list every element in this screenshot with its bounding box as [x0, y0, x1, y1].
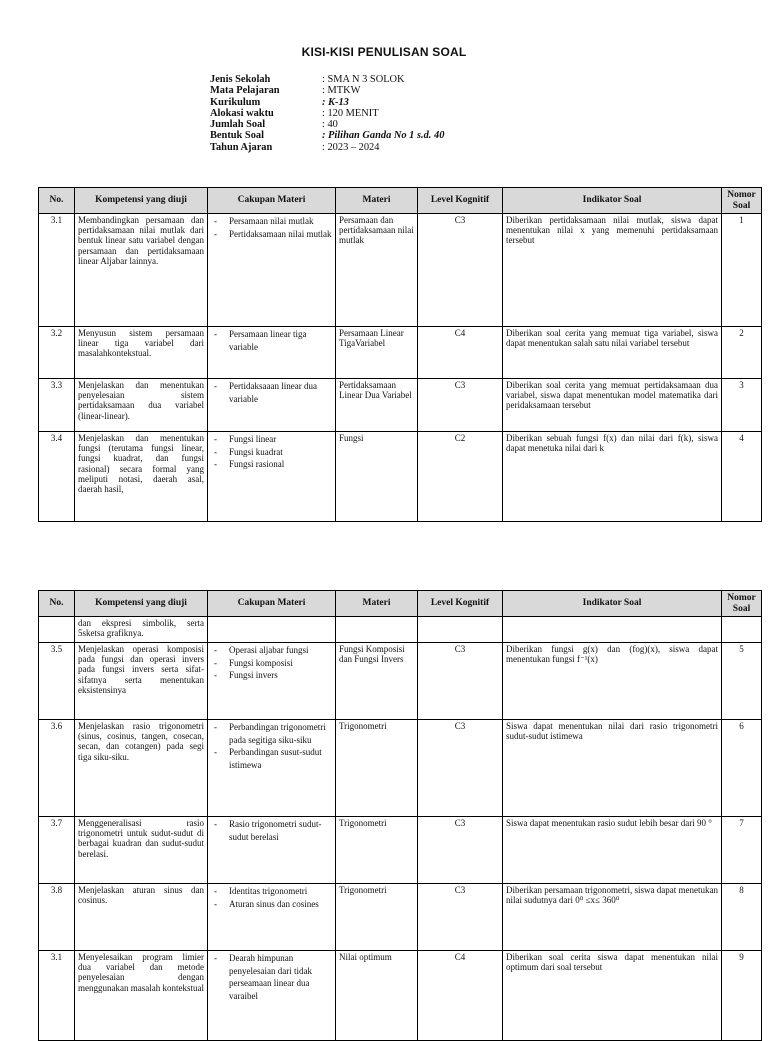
info-value: : SMA N 3 SOLOK [322, 74, 405, 85]
cell-level [418, 617, 503, 643]
cell-cakupan [208, 432, 336, 522]
cakupan-item: - Fungsi invers [214, 669, 333, 682]
cell-level: C4 [418, 327, 503, 379]
header-no: No. [39, 591, 75, 617]
table-row [39, 432, 762, 522]
cell-materi: Trigonometri [336, 817, 418, 884]
cell-materi: Trigonometri [336, 720, 418, 817]
cell-level: C4 [418, 951, 503, 1041]
cell-nomor: 6 [722, 720, 762, 817]
cell-kompetensi: Menjelaskan dan menentukan penyelesaian sistem pertidaksamaan dua variabel (linear-linear). [75, 379, 208, 432]
cell-no: 3.1 [39, 214, 75, 327]
cell-level: C3 [418, 379, 503, 432]
cell-level: C3 [418, 643, 503, 720]
cell-materi: Fungsi [336, 432, 418, 522]
table-row [39, 720, 762, 817]
cell-materi: Fungsi Komposisi dan Fungsi Invers [336, 643, 418, 720]
table-row [39, 617, 762, 643]
info-label: Mata Pelajaran [210, 85, 280, 97]
cakupan-item: - Perbandingan susut-sudut istimewa [214, 746, 333, 771]
cell-materi: Nilai optimum [336, 951, 418, 1041]
cell-no: 3.4 [39, 432, 75, 522]
cell-nomor: 3 [722, 379, 762, 432]
kisi-table-2 [38, 590, 762, 1041]
cakupan-item: - Aturan sinus dan cosines [214, 898, 333, 911]
table-row [39, 327, 762, 379]
cakupan-item: - Identitas trigonometri [214, 885, 333, 898]
cell-kompetensi: Menjelaskan aturan sinus dan cosinus. [75, 884, 208, 951]
cell-no [39, 617, 75, 643]
cakupan-item: - Perbandingan trigonometri pada segitiga siku-siku [214, 721, 333, 746]
cell-indikator: Diberikan soal cerita yang memuat pertidaksamaan dua variabel, siswa dapat menentukan model matematika dari peridaksamaan tersebut [503, 379, 722, 432]
cell-no: 3.1 [39, 951, 75, 1041]
cell-materi: Pertidaksamaan Linear Dua Variabel [336, 379, 418, 432]
cell-materi: Persamaan dan pertidaksamaan nilai mutlak [336, 214, 418, 327]
header-indikator: Indikator Soal [503, 188, 722, 214]
cakupan-item: - Dearah himpunan penyelesaian dari tidak perseamaan linear dua varaibel [214, 952, 333, 1002]
cell-no: 3.8 [39, 884, 75, 951]
cell-kompetensi: dan ekspresi simbolik, serta 5sketsa grafiknya. [75, 617, 208, 643]
table-row [39, 951, 762, 1041]
cell-nomor: 5 [722, 643, 762, 720]
cell-kompetensi: Menjelaskan operasi komposisi pada fungsi dan operasi invers pada fungsi invers serta sifat-sifatnya serta menentukan eksistensinya [75, 643, 208, 720]
cell-cakupan [208, 817, 336, 884]
cakupan-item: - Rasio trigonometri sudut-sudut berelasi [214, 818, 333, 843]
cell-nomor: 4 [722, 432, 762, 522]
cell-kompetensi: Menyusun sistem persamaan linear tiga variabel dari masalahkontekstual. [75, 327, 208, 379]
cakupan-item: - Fungsi linear [214, 433, 333, 446]
cell-indikator: Siswa dapat menentukan nilai dari rasio trigonometri sudut-sudut istimewa [503, 720, 722, 817]
cell-nomor [722, 617, 762, 643]
cell-kompetensi: Menjelaskan dan menentukan fungsi (terutama fungsi linear, fungsi kuadrat, dan fungsi rasional) secara formal yang meliputi notasi, daerah asal, daerah hasil, [75, 432, 208, 522]
cell-indikator [503, 617, 722, 643]
table-header-row [39, 591, 762, 617]
cell-nomor: 9 [722, 951, 762, 1041]
header-cakupan: Cakupan Materi [208, 591, 336, 617]
cell-cakupan [208, 720, 336, 817]
cell-level: C3 [418, 214, 503, 327]
cell-nomor: 7 [722, 817, 762, 884]
header-level: Level Kognitif [418, 188, 503, 214]
info-label: Jenis Sekolah [210, 74, 271, 85]
cell-kompetensi: Menyelesaikan program limier dua variabel dan metode penyelesaian dengan menggunakan masalah kontekstual [75, 951, 208, 1041]
info-label: Tahun Ajaran [210, 141, 273, 153]
table-row [39, 884, 762, 951]
info-label: Jumlah Soal [210, 119, 266, 131]
cakupan-item: - Pertidaksaaan linear dua variable [214, 380, 333, 405]
info-value: : K-13 [322, 96, 349, 108]
document-title: KISI-KISI PENULISAN SOAL [301, 45, 467, 59]
cell-level: C3 [418, 720, 503, 817]
info-row [210, 108, 444, 119]
cell-no: 3.2 [39, 327, 75, 379]
cell-cakupan [208, 214, 336, 327]
cell-level: C3 [418, 884, 503, 951]
cakupan-item: - Fungsi kuadrat [214, 446, 333, 459]
cell-no: 3.6 [39, 720, 75, 817]
header-kompetensi: Kompetensi yang diuji [75, 591, 208, 617]
cell-cakupan [208, 884, 336, 951]
table-header-row [39, 188, 762, 214]
cakupan-item: - Persamaan linear tiga variable [214, 328, 333, 353]
header-materi: Materi [336, 188, 418, 214]
cakupan-item: - Fungsi komposisi [214, 657, 333, 670]
cell-cakupan [208, 951, 336, 1041]
cell-nomor: 1 [722, 214, 762, 327]
cell-level: C3 [418, 817, 503, 884]
cell-cakupan [208, 643, 336, 720]
cakupan-item: - Pertidaksamaan nilai mutlak [214, 228, 333, 241]
cell-materi [336, 617, 418, 643]
info-row [210, 97, 444, 108]
header-nomor: Nomor Soal [722, 591, 762, 617]
cell-no: 3.5 [39, 643, 75, 720]
cell-indikator: Diberikan soal cerita yang memuat tiga variabel, siswa dapat menentukan salah satu nilai variabel tersebut [503, 327, 722, 379]
table-row [39, 379, 762, 432]
info-row [210, 74, 444, 85]
info-row [210, 119, 444, 130]
header-nomor: Nomor Soal [722, 188, 762, 214]
header-materi: Materi [336, 591, 418, 617]
info-row [210, 85, 444, 96]
table-row [39, 817, 762, 884]
cell-materi: Trigonometri [336, 884, 418, 951]
cell-materi: Persamaan Linear TigaVariabel [336, 327, 418, 379]
info-value: : 40 [322, 119, 338, 131]
document-info [210, 74, 444, 153]
info-value: : Pilihan Ganda No 1 s.d. 40 [322, 130, 445, 142]
info-label: Bentuk Soal [210, 130, 264, 142]
info-value: : 120 MENIT [322, 107, 379, 119]
header-indikator: Indikator Soal [503, 591, 722, 617]
header-level: Level Kognitif [418, 591, 503, 617]
cell-cakupan [208, 379, 336, 432]
header-no: No. [39, 188, 75, 214]
info-row [210, 142, 444, 153]
cakupan-item: - Persamaan nilai mutlak [214, 215, 333, 228]
cell-level: C2 [418, 432, 503, 522]
cell-cakupan [208, 617, 336, 643]
cell-nomor: 2 [722, 327, 762, 379]
cell-kompetensi: Menggeneralisasi rasio trigonometri untuk sudut-sudut di berbagai kuadran dan sudut-sudut berelasi. [75, 817, 208, 884]
cell-kompetensi: Menjelaskan rasio trigonometri (sinus, cosinus, tangen, cosecan, secan, dan cotangen) pada segi tiga siku-siku. [75, 720, 208, 817]
cell-nomor: 8 [722, 884, 762, 951]
cell-indikator: Diberikan pertidaksamaan nilai mutlak, siswa dapat menentukan nilai x yang memenuhi pertidaksamaan tersebut [503, 214, 722, 327]
info-value: : 2023 – 2024 [322, 141, 380, 153]
cell-kompetensi: Membandingkan persamaan dan pertidaksamaan nilai mutlak dari bentuk linear satu variabel dengan persamaan dan pertidaksamaan linear Aljabar lainnya. [75, 214, 208, 327]
cell-indikator: Diberikan fungsi g(x) dan (fog)(x), siswa dapat menentukan fungsi f⁻¹(x) [503, 643, 722, 720]
cell-indikator: Diberikan soal cerita siswa dapat menentukan nilai optimum dari soal tersebut [503, 951, 722, 1041]
kisi-table-1 [38, 187, 762, 522]
cakupan-item: - Fungsi rasional [214, 458, 333, 471]
info-row [210, 130, 444, 141]
table-row [39, 643, 762, 720]
header-cakupan: Cakupan Materi [208, 188, 336, 214]
header-kompetensi: Kompetensi yang diuji [75, 188, 208, 214]
info-label: Kurikulum [210, 96, 261, 108]
cell-no: 3.7 [39, 817, 75, 884]
table-row [39, 214, 762, 327]
cakupan-item: - Operasi aljabar fungsi [214, 644, 333, 657]
cell-indikator: Siswa dapat menentukan rasio sudut lebih besar dari 90 ° [503, 817, 722, 884]
info-label: Alokasi waktu [210, 107, 274, 119]
info-value: : MTKW [322, 85, 361, 97]
cell-no: 3.3 [39, 379, 75, 432]
cell-indikator: Diberikan sebuah fungsi f(x) dan nilai dari f(k), siswa dapat menetuka nilai dari k [503, 432, 722, 522]
cell-cakupan [208, 327, 336, 379]
cell-indikator: Diberikan persamaan trigonometri, siswa dapat menetukan nilai sudutnya dari 0⁰ ≤x≤ 360⁰ [503, 884, 722, 951]
